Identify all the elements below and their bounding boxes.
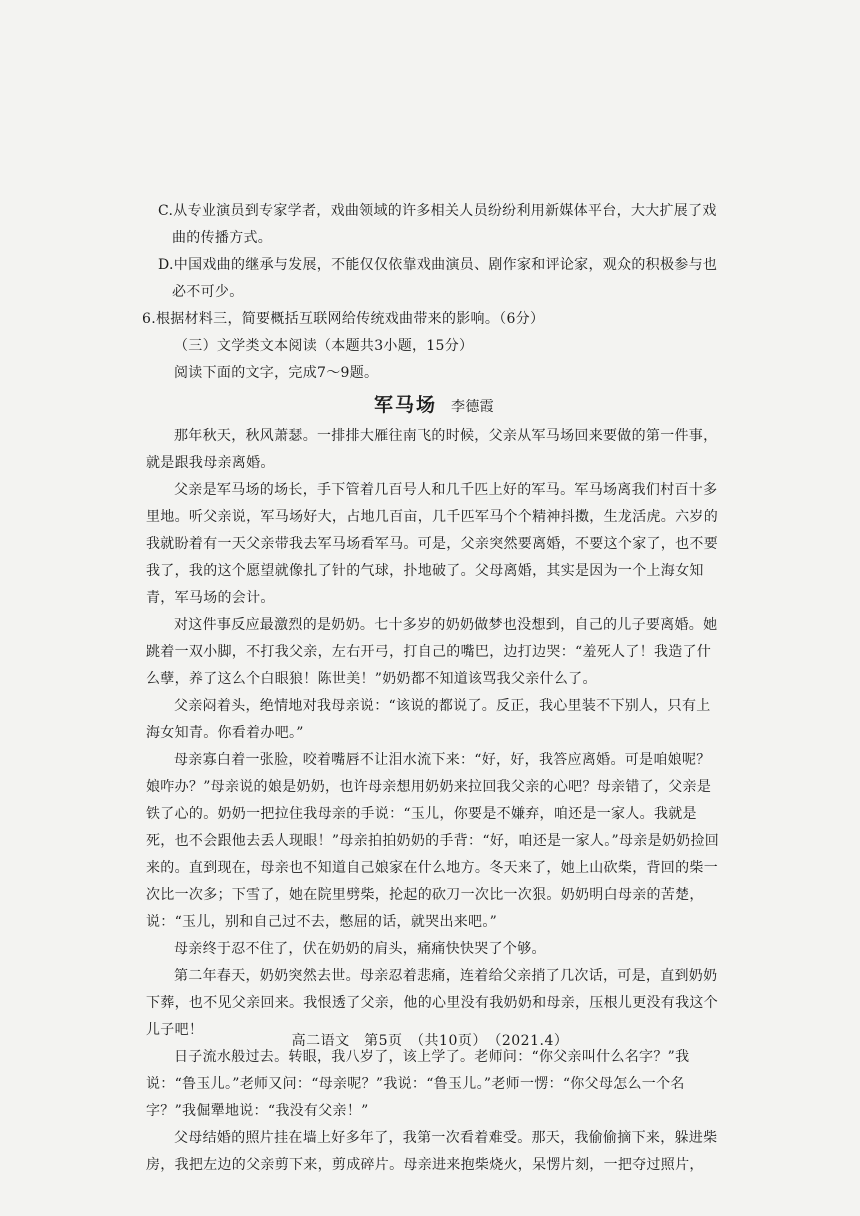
story-paragraph: 母亲寡白着一张脸，咬着嘴唇不让泪水流下来：“好，好，我答应离婚。可是咱娘呢？娘咋办？”母亲说的娘是奶奶，也许母亲想用奶奶来拉回我父亲的心吧？母亲错了，父亲是铁了心的。奶奶一把拉住我母亲的手说：“玉儿，你要是不嫌弃，咱还是一家人。我就是死，也不会跟他去丢人现眼！”母亲拍拍奶奶的手背：“好，咱还是一家人。”母亲是奶奶捡回来的。直到现在，母亲也不知道自己娘家在什么地方。冬天来了，她上山砍柴，背回的柴一次比一次多；下雪了，她在院里劈柴，抡起的砍刀一次比一次狠。奶奶明白母亲的苦楚，说：“玉儿，别和自己过不去，憋屈的话，就哭出来吧。” [146, 752, 720, 930]
story-header [146, 389, 722, 423]
story-paragraph: 父母结婚的照片挂在墙上好多年了，我第一次看着难受。那天，我偷偷摘下来，躲进柴房，我把左边的父亲剪下来，剪成碎片。母亲进来抱柴烧火，呆愣片刻，一把夺过照片， [146, 1130, 718, 1173]
story-paragraph: 对这件事反应最激烈的是奶奶。七十多岁的奶奶做梦也没想到，自己的儿子要离婚。她跳着一双小脚，不打我父亲，左右开弓，打自己的嘴巴，边打边哭：“羞死人了！我造了什么孽，养了这么个白眼狼！陈世美！”奶奶都不知道该骂我父亲什么了。 [146, 617, 718, 687]
story-paragraph: 父亲是军马场的场长，手下管着几百号人和几千匹上好的军马。军马场离我们村百十多里地。听父亲说，军马场好大，占地几百亩，几千匹军马个个精神抖擞，生龙活虎。六岁的我就盼着有一天父亲带我去军马场看军马。可是，父亲突然要离婚，不要这个家了，也不要我了，我的这个愿望就像扎了针的气球，扑地破了。父母离婚，其实是因为一个上海女知青，军马场的会计。 [146, 482, 718, 606]
story-paragraph: 母亲终于忍不住了，伏在奶奶的肩头，痛痛快快哭了个够。 [174, 941, 546, 957]
option-d-label: D. [158, 257, 174, 273]
option-c-label: C. [158, 203, 174, 219]
story-author: 李德霞 [451, 399, 494, 415]
section-heading: （三）文学类文本阅读（本题共3小题，15分） [174, 338, 474, 354]
reading-instruction: 阅读下面的文字，完成7～9题。 [174, 365, 379, 381]
story-paragraph: 第二年春天，奶奶突然去世。母亲忍着悲痛，连着给父亲捎了几次话，可是，直到奶奶下葬，也不见父亲回来。我恨透了父亲，他的心里没有我奶奶和母亲，压根儿更没有我这个儿子吧！ [146, 968, 718, 1038]
page-footer: 高二语文 第5页 （共10页） （2021.4） [291, 1033, 569, 1049]
story-title: 军马场 [374, 394, 438, 416]
option-d [158, 252, 722, 306]
option-c-text: 从专业演员到专家学者，戏曲领域的许多相关人员纷纷利用新媒体平台，大大扩展了戏曲的传播方式。 [172, 203, 717, 246]
option-d-text: 中国戏曲的继承与发展，不能仅仅依靠戏曲演员、剧作家和评论家，观众的积极参与也必不可少。 [172, 257, 718, 300]
story-paragraph: 日子流水般过去。转眼，我八岁了，该上学了。老师问：“你父亲叫什么名字？”我说：“鲁玉儿。”老师又问：“母亲呢？”我说：“鲁玉儿。”老师一愣：“你父母怎么一个名字？”我倔犟地说：“我没有父亲！” [146, 1049, 690, 1119]
story-paragraph: 那年秋天，秋风萧瑟。一排排大雁往南飞的时候，父亲从军马场回来要做的第一件事，就是跟我母亲离婚。 [146, 428, 718, 471]
option-c [158, 198, 722, 252]
story-paragraph: 父亲闷着头，绝情地对我母亲说：“该说的都说了。反正，我心里装不下别人，只有上海女知青。你看着办吧。” [146, 698, 711, 741]
question-6: 6.根据材料三，简要概括互联网给传统戏曲带来的影响。（6分） [142, 311, 545, 327]
